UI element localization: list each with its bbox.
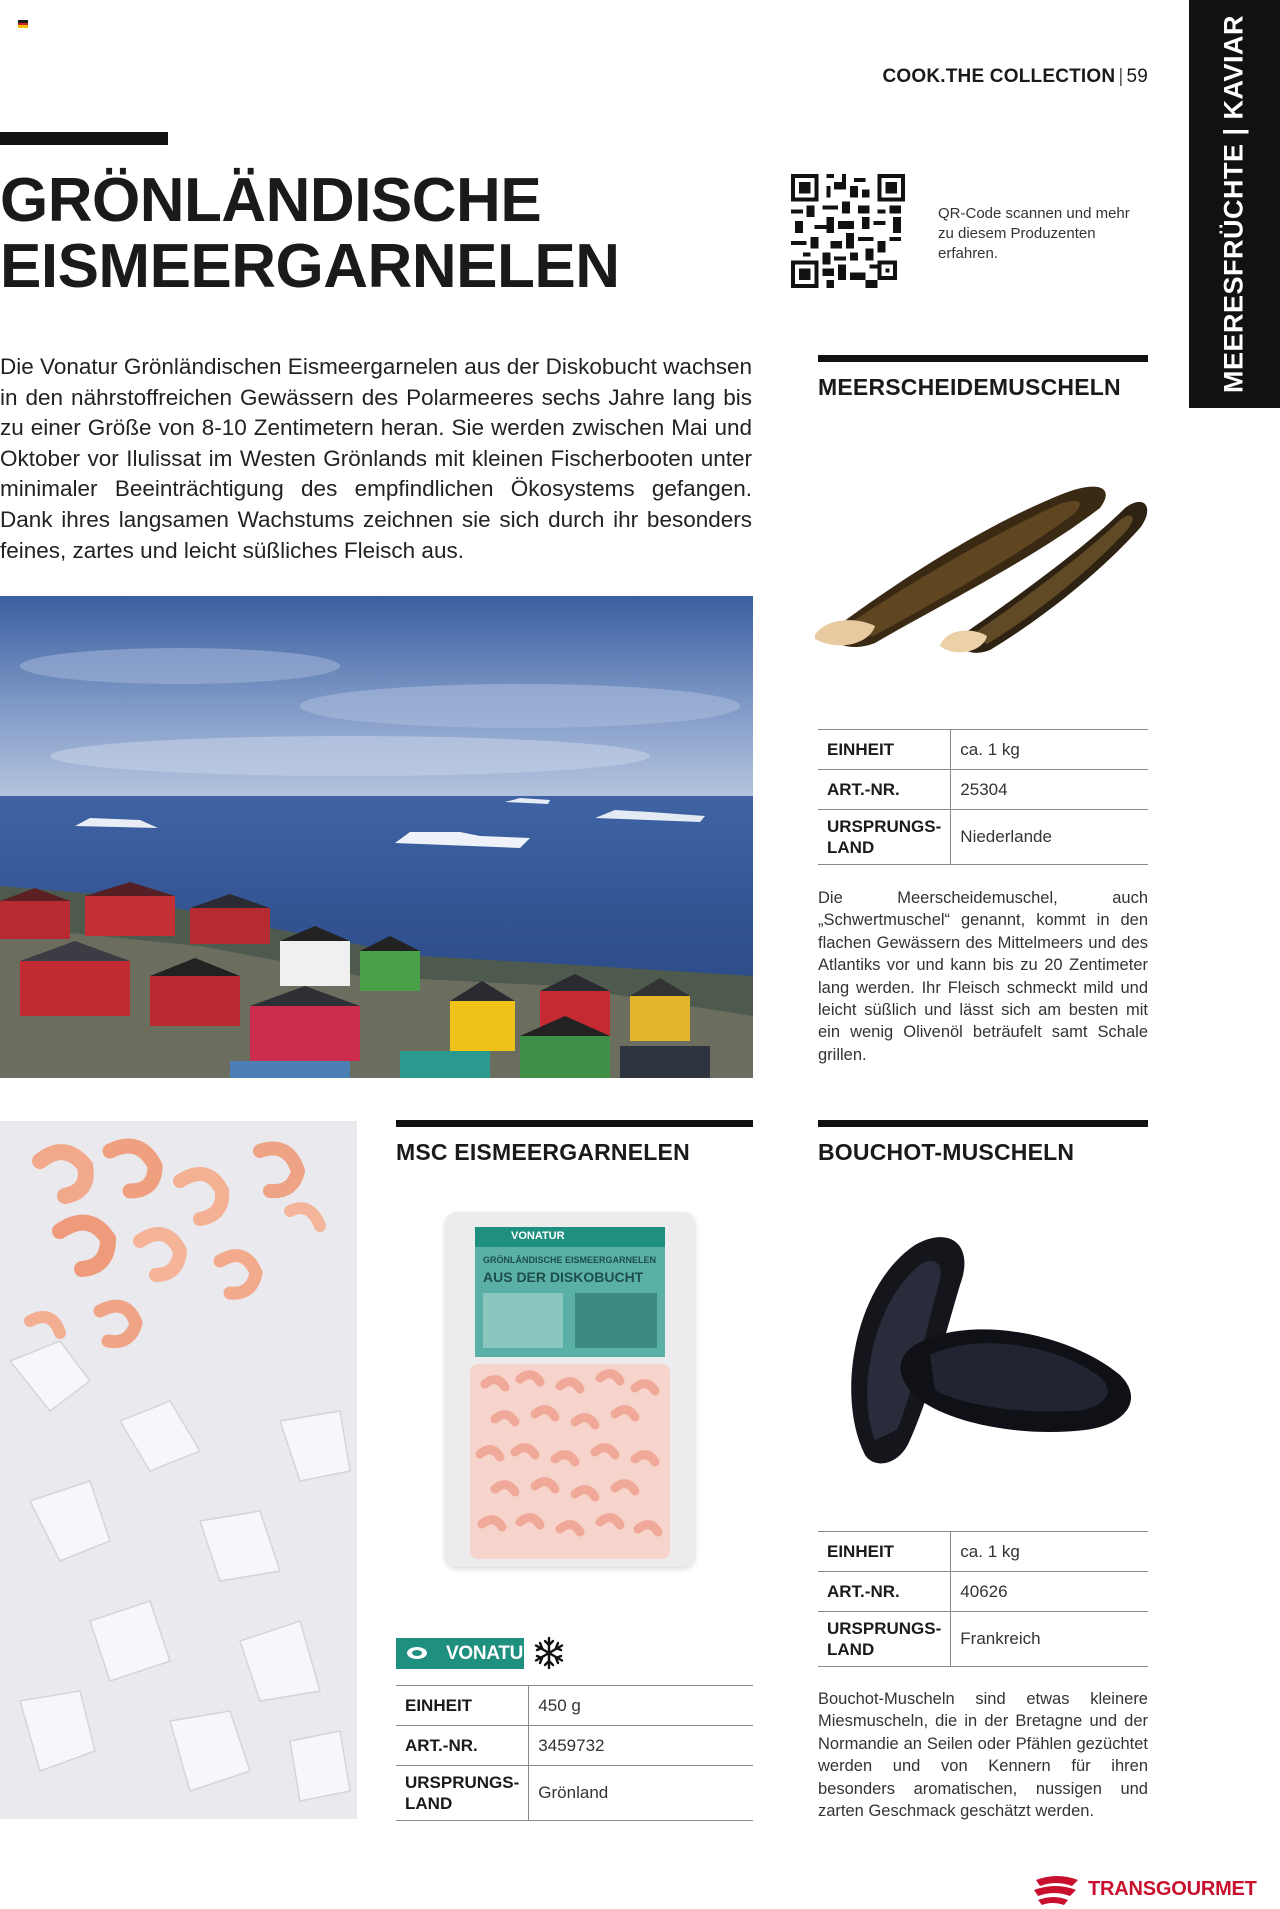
spec-label-ursprungsland-line-2: LAND xyxy=(827,1640,875,1659)
description-bouchot: Bouchot-Muscheln sind etwas kleinere Miesmuscheln, die in der Bretagne und der Normandie an Seilen oder Pfählen gezüchtet werden und von Kennern für ihren besonders aromatischen, nussigen und zarten Geschmack geschätzt werden. xyxy=(818,1690,1148,1821)
page-title xyxy=(0,168,740,300)
header-separator: | xyxy=(1118,66,1124,87)
spec-label-artnr: ART.-NR. xyxy=(818,1572,951,1612)
frozen-snowflake-icon xyxy=(532,1636,566,1670)
spec-label-ursprungsland xyxy=(818,1612,951,1667)
spec-label-artnr: ART.-NR. xyxy=(818,770,951,810)
spec-value-artnr: 40626 xyxy=(951,1572,1148,1612)
spec-label-ursprungsland-line-1: URSPRUNGS- xyxy=(827,817,942,836)
transgourmet-logo-icon xyxy=(1032,1874,1082,1906)
section-title-bouchot: BOUCHOT-MUSCHELN xyxy=(818,1139,1075,1165)
category-side-tab xyxy=(1189,0,1280,408)
description-meerscheidemuscheln: Die Meerscheidemuschel, auch „Schwertmuschel“ genannt, kommt in den flachen Gewässern des Mittelmeers und des Atlantiks vor und kann bis zu 20 Zentimeter lang werden. Ihr Fleisch schmeckt mild und leicht süßlich und lässt sich am besten mit ein wenig Olivenöl beträufelt samt Schale grillen. xyxy=(818,889,1148,1064)
spec-label-einheit: EINHEIT xyxy=(396,1686,529,1726)
section-bar-meerscheidemuscheln xyxy=(818,355,1148,362)
spec-value-ursprungsland: Niederlande xyxy=(951,810,1148,865)
spec-value-ursprungsland: Frankreich xyxy=(951,1612,1148,1667)
spec-value-artnr: 3459732 xyxy=(529,1726,753,1766)
qr-caption: QR-Code scannen und mehr zu diesem Produzenten erfahren. xyxy=(938,205,1130,262)
spec-table-msc-garnelen xyxy=(396,1685,753,1821)
vonatur-brand-name: VONATUR xyxy=(446,1643,537,1664)
page-number: 59 xyxy=(1126,66,1148,87)
transgourmet-logo xyxy=(1032,1872,1257,1908)
spec-label-einheit: EINHEIT xyxy=(818,1532,951,1572)
spec-label-ursprungsland xyxy=(396,1766,529,1821)
spec-table-meerscheidemuscheln xyxy=(818,729,1148,865)
intro-paragraph: Die Vonatur Grönländischen Eismeergarnelen aus der Diskobucht wachsen in den nährstoffreichen Gewässern des Polarmeeres sechs Jahre lang bis zu einer Größe von 8-10 Zentimetern heran. Sie werden zwischen Mai und Oktober vor Ilulissat im Westen Grönlands mit kleinen Fischerbooten unter minimaler Beeinträchtigung des empfindlichen Ökosystems gefangen. Dank ihres langsamen Wachstums zeichnen sie sich durch ihr besonders feines, zartes und leicht süßliches Fleisch aus. xyxy=(0,354,752,563)
vonatur-brand-badge xyxy=(396,1638,537,1669)
section-title-meerscheidemuscheln: MEERSCHEIDEMUSCHELN xyxy=(818,374,1121,400)
page-header xyxy=(882,66,1148,88)
shrimp-on-ice-photo xyxy=(0,1121,357,1819)
spec-label-artnr: ART.-NR. xyxy=(396,1726,529,1766)
spec-label-ursprungsland xyxy=(818,810,951,865)
razor-clam-image xyxy=(815,458,1150,658)
package-shrimp-contents xyxy=(470,1364,670,1559)
package-line-2: AUS DER DISKOBUCHT xyxy=(483,1269,644,1285)
spec-label-einheit: EINHEIT xyxy=(818,730,951,770)
greenland-village-photo xyxy=(0,596,753,1078)
section-bar-bouchot xyxy=(818,1120,1148,1127)
spec-label-ursprungsland-line-1: URSPRUNGS- xyxy=(827,1619,942,1638)
package-line-1: GRÖNLÄNDISCHE EISMEERGARNELEN xyxy=(483,1255,657,1265)
bouchot-mussel-image xyxy=(835,1225,1140,1470)
spec-value-artnr: 25304 xyxy=(951,770,1148,810)
qr-code-icon[interactable] xyxy=(791,174,905,288)
shrimp-package-image xyxy=(445,1212,695,1567)
language-flag-icon xyxy=(18,20,28,28)
spec-value-einheit: ca. 1 kg xyxy=(951,1532,1148,1572)
spec-label-ursprungsland-line-1: URSPRUNGS- xyxy=(405,1773,520,1792)
section-bar-msc-garnelen xyxy=(396,1120,753,1127)
spec-value-einheit: 450 g xyxy=(529,1686,753,1726)
title-accent-bar xyxy=(0,132,168,145)
spec-label-ursprungsland-line-2: LAND xyxy=(827,838,875,857)
spec-label-ursprungsland-line-2: LAND xyxy=(405,1794,453,1813)
transgourmet-logo-text: TRANSGOURMET xyxy=(1088,1878,1257,1900)
package-label xyxy=(475,1227,665,1357)
page-title-line-2: EISMEERGARNELEN xyxy=(0,232,620,301)
spec-value-einheit: ca. 1 kg xyxy=(951,730,1148,770)
collection-name: COOK.THE COLLECTION xyxy=(882,66,1116,87)
spec-value-ursprungsland: Grönland xyxy=(529,1766,753,1821)
package-brand: VONATUR xyxy=(511,1230,565,1242)
section-title-msc-garnelen: MSC EISMEERGARNELEN xyxy=(396,1139,690,1165)
page-title-line-1: GRÖNLÄNDISCHE xyxy=(0,166,542,235)
vonatur-logo-icon xyxy=(406,1646,428,1660)
spec-table-bouchot xyxy=(818,1531,1148,1667)
category-label: MEERESFRÜCHTE | KAVIAR xyxy=(1218,14,1249,394)
